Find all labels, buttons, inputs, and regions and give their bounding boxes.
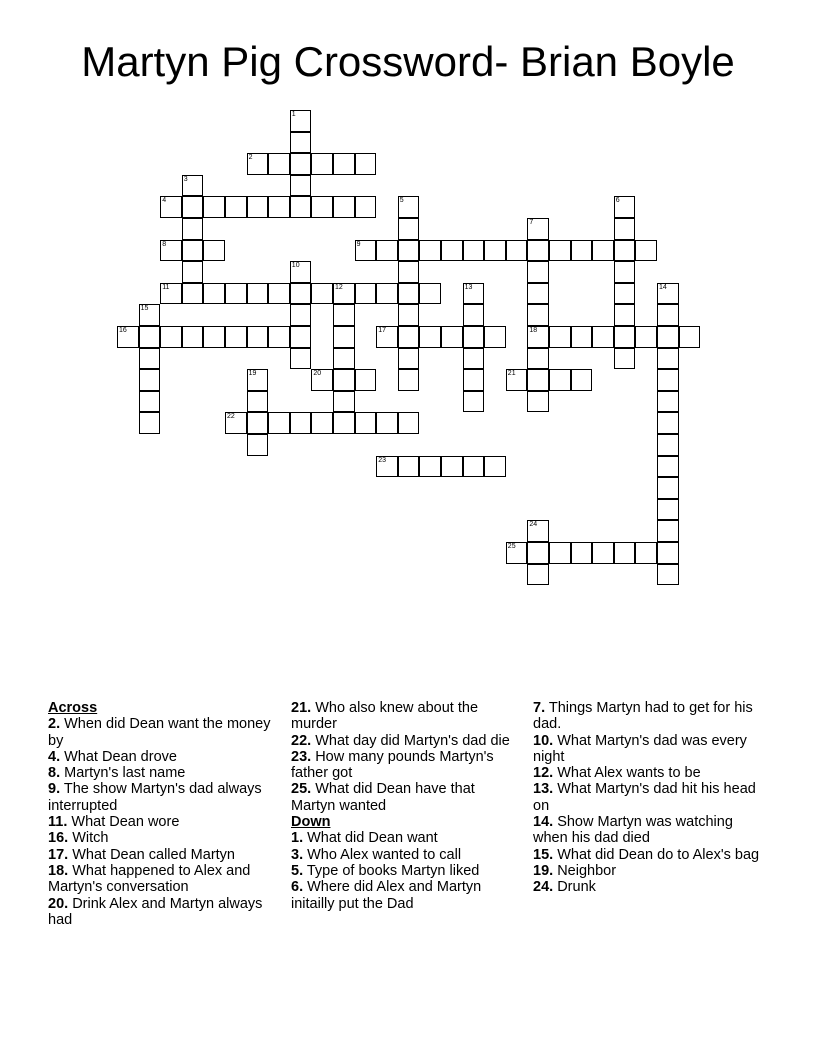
across-clue-list-continued [291,700,523,814]
grid-cell[interactable] [355,283,377,305]
clue-item [533,765,765,781]
grid-cell[interactable] [527,304,549,326]
grid-cell[interactable] [441,456,463,478]
grid-cell[interactable] [247,434,269,456]
grid-cell[interactable] [333,304,355,326]
clue-text: Show Martyn was watching when his dad died [533,814,733,847]
clue-number: 8. [48,765,61,782]
grid-cell[interactable] [376,240,398,262]
clue-number: 25. [291,781,312,798]
clue-text: Where did Alex and Martyn initailly put the Dad [291,879,482,912]
grid-cell[interactable] [311,196,333,218]
grid-cell[interactable] [484,240,506,262]
grid-cell[interactable] [571,240,593,262]
grid-cell[interactable] [527,391,549,413]
grid-cell[interactable] [419,283,441,305]
clue-text: Type of books Martyn liked [303,862,480,879]
grid-cell[interactable] [441,326,463,348]
grid-cell[interactable] [527,240,549,262]
clue-item [533,879,765,895]
grid-cell[interactable] [203,196,225,218]
grid-cell[interactable] [355,412,377,434]
grid-cell[interactable] [657,369,679,391]
grid-cell[interactable] [182,283,204,305]
grid-cell[interactable] [484,326,506,348]
clue-item [533,847,765,863]
clue-number-label: 16 [119,327,127,334]
clue-item [533,781,765,814]
clue-item [48,863,280,896]
clue-text: What Dean drove [60,748,177,765]
clue-number-label: 22 [227,413,235,421]
grid-cell[interactable] [203,283,225,305]
clue-number: 5. [291,862,304,879]
clue-text: What did Dean want [303,830,438,847]
grid-cell[interactable] [225,283,247,305]
grid-cell[interactable] [203,326,225,348]
grid-cell[interactable] [225,326,247,348]
grid-cell[interactable] [333,196,355,218]
clue-item [533,700,765,733]
grid-cell[interactable] [355,369,377,391]
grid-cell[interactable] [549,240,571,262]
clue-item [291,830,523,846]
grid-cell[interactable] [139,369,161,391]
grid-cell[interactable] [463,326,485,348]
grid-cell[interactable] [290,175,312,197]
grid-cell[interactable] [657,520,679,542]
clues-column-3 [533,700,765,896]
grid-cell[interactable] [506,240,528,262]
grid-cell[interactable] [527,261,549,283]
grid-cell[interactable] [657,326,679,348]
down-heading: Down [291,814,331,831]
clue-number: 7. [533,700,546,716]
clue-number: 13. [533,781,554,798]
clue-item [291,733,523,749]
grid-cell[interactable] [398,326,420,348]
grid-cell[interactable] [355,153,377,175]
grid-cell[interactable] [182,240,204,262]
clue-item [48,847,280,863]
clue-number-label: 3 [183,175,188,183]
grid-cell[interactable] [635,326,657,348]
clue-item [291,700,523,733]
grid-cell[interactable] [571,326,593,348]
clue-number-label: 24 [529,521,538,529]
grid-cell[interactable] [203,240,225,262]
grid-cell[interactable] [592,240,614,262]
clues-column-1 [48,700,280,928]
grid-cell[interactable] [376,412,398,434]
grid-cell[interactable] [182,261,204,283]
clue-item [291,863,523,879]
clue-number-label: 23 [378,456,386,464]
grid-cell[interactable] [376,283,398,305]
grid-cell[interactable] [268,412,290,434]
clue-number: 6. [291,879,304,896]
grid-cell[interactable] [592,326,614,348]
grid-cell[interactable] [549,369,571,391]
clues-column-2 [291,700,523,912]
clue-number: 9. [48,781,61,798]
grid-cell[interactable] [679,326,701,348]
down-clue-list-continued [533,700,765,896]
grid-cell[interactable] [614,283,636,305]
clue-number: 14. [533,814,554,831]
clue-number-label: 5 [399,197,404,205]
grid-cell[interactable] [182,196,204,218]
across-clue-list [48,716,280,928]
grid-cell[interactable] [527,564,549,586]
clue-text: What Martyn's dad hit his head on [533,781,756,814]
grid-cell[interactable] [355,196,377,218]
clue-text: What did Dean do to Alex's bag [553,846,760,863]
clue-number-label: 1 [291,111,296,118]
grid-cell[interactable] [247,412,269,434]
clue-number-label: 25 [507,543,516,550]
clue-number-label: 18 [529,327,538,334]
clue-item [291,879,523,912]
clue-number: 24. [533,879,554,896]
clue-number: 16. [48,830,69,847]
grid-cell[interactable] [160,326,182,348]
grid-cell[interactable] [268,196,290,218]
clue-text: How many pounds Martyn's father got [291,748,494,782]
clue-text: What day did Martyn's dad die [311,732,510,749]
grid-cell[interactable] [398,304,420,326]
clue-number-label: 13 [464,283,473,291]
grid-cell[interactable] [268,283,290,305]
clue-number-label: 20 [313,370,322,378]
grid-cell[interactable] [614,326,636,348]
grid-cell[interactable] [463,391,485,413]
clue-number-label: 10 [291,262,300,270]
grid-cell[interactable] [614,261,636,283]
clue-text: Who Alex wanted to call [303,846,462,863]
grid-cell[interactable] [398,240,420,262]
clue-text: Things Martyn had to get for his dad. [533,700,753,733]
clue-number-label: 9 [356,240,361,248]
grid-cell[interactable] [614,218,636,240]
clue-text: Drunk [553,879,596,896]
clue-text: What did Dean have that Martyn wanted [291,781,475,814]
clue-item [48,814,280,830]
clue-item [533,733,765,766]
grid-cell[interactable] [657,477,679,499]
clue-number: 18. [48,862,69,879]
clue-number: 4. [48,748,61,765]
grid-cell[interactable] [657,348,679,370]
clue-item [48,830,280,846]
grid-cell[interactable] [290,412,312,434]
grid-cell[interactable] [290,153,312,175]
clue-text: Martyn's last name [60,765,186,782]
grid-cell[interactable] [657,499,679,521]
grid-cell[interactable] [657,434,679,456]
grid-cell[interactable] [463,348,485,370]
clue-number: 10. [533,732,554,749]
clue-item [48,716,280,749]
grid-cell[interactable] [571,369,593,391]
grid-cell[interactable] [290,196,312,218]
grid-cell[interactable] [398,456,420,478]
grid-cell[interactable] [419,326,441,348]
page-title: Martyn Pig Crossword- Brian Boyle [81,38,735,85]
grid-cell[interactable] [657,412,679,434]
grid-cell[interactable] [463,369,485,391]
grid-cell[interactable] [311,412,333,434]
grid-cell[interactable] [614,240,636,262]
clue-text: The show Martyn's dad always interrupted [48,781,262,814]
grid-cell[interactable] [333,326,355,348]
clue-number-label: 17 [378,327,386,334]
clue-text: Who also knew about the murder [291,700,479,733]
clue-number-label: 19 [248,370,257,378]
clue-item [533,814,765,847]
clue-number-label: 8 [162,240,167,248]
grid-cell[interactable] [398,261,420,283]
clue-text: Neighbor [553,862,617,879]
grid-cell[interactable] [463,304,485,326]
grid-cell[interactable] [592,542,614,564]
grid-cell[interactable] [290,304,312,326]
grid-cell[interactable] [268,153,290,175]
clue-text: What Dean called Martyn [68,846,235,863]
clue-number-label: 2 [248,154,253,162]
grid-cell[interactable] [139,412,161,434]
clue-number: 3. [291,846,304,863]
clue-item [291,749,523,782]
clue-text: What Dean wore [67,814,180,831]
clue-item [291,847,523,863]
grid-cell[interactable] [635,240,657,262]
clue-number: 21. [291,700,312,716]
clue-text: What happened to Alex and Martyn's conversation [48,862,251,896]
grid-cell[interactable] [247,283,269,305]
clue-number-label: 11 [162,283,170,291]
grid-cell[interactable] [268,326,290,348]
grid-cell[interactable] [398,283,420,305]
grid-cell[interactable] [333,412,355,434]
grid-cell[interactable] [419,240,441,262]
grid-cell[interactable] [571,542,593,564]
clue-text: What Martyn's dad was every night [533,732,747,765]
clue-number: 11. [48,814,68,831]
grid-cell[interactable] [398,218,420,240]
grid-cell[interactable] [139,348,161,370]
grid-cell[interactable] [139,391,161,413]
clue-item [48,765,280,781]
grid-cell[interactable] [290,132,312,154]
grid-cell[interactable] [247,326,269,348]
grid-cell[interactable] [527,348,549,370]
clue-item [48,781,280,814]
clue-number: 23. [291,748,312,765]
grid-cell[interactable] [657,391,679,413]
clue-text: What Alex wants to be [553,765,701,782]
clue-number: 22. [291,732,312,749]
grid-cell[interactable] [527,369,549,391]
grid-cell[interactable] [182,326,204,348]
clue-item [48,749,280,765]
grid-cell[interactable] [614,542,636,564]
grid-cell[interactable] [333,348,355,370]
grid-cell[interactable] [225,196,247,218]
grid-cell[interactable] [463,240,485,262]
grid-cell[interactable] [247,196,269,218]
clue-text: Drink Alex and Martyn always had [48,895,263,928]
clue-text: Witch [68,830,109,847]
grid-cell[interactable] [463,456,485,478]
grid-cell[interactable] [311,153,333,175]
grid-cell[interactable] [182,218,204,240]
across-heading: Across [48,700,98,716]
grid-cell[interactable] [614,304,636,326]
grid-cell[interactable] [139,326,161,348]
grid-cell[interactable] [290,283,312,305]
grid-cell[interactable] [527,283,549,305]
grid-cell[interactable] [333,153,355,175]
grid-cell[interactable] [311,283,333,305]
clue-number-label: 14 [659,283,667,291]
grid-cell[interactable] [614,348,636,370]
grid-cell[interactable] [247,391,269,413]
grid-cell[interactable] [398,412,420,434]
grid-cell[interactable] [549,326,571,348]
clue-number: 20. [48,895,69,912]
grid-cell[interactable] [333,391,355,413]
clue-number-label: 21 [507,370,516,378]
grid-cell[interactable] [441,240,463,262]
clue-number-label: 7 [529,219,534,226]
clue-number: 19. [533,862,554,879]
clue-item [533,863,765,879]
clue-item [48,896,280,929]
grid-cell[interactable] [333,369,355,391]
clue-text: When did Dean want the money by [48,716,271,749]
grid-cell[interactable] [635,542,657,564]
clue-number: 2. [48,716,61,733]
clue-number: 17. [48,846,69,863]
grid-cell[interactable] [527,542,549,564]
clue-number: 15. [533,846,554,863]
clue-number: 1. [291,830,304,847]
grid-cell[interactable] [549,542,571,564]
clue-number: 12. [533,765,554,782]
clue-number-label: 4 [162,197,167,205]
clue-number-label: 12 [335,283,343,291]
grid-cell[interactable] [290,326,312,348]
grid-cell[interactable] [657,456,679,478]
grid-cell[interactable] [657,304,679,326]
clue-number-label: 15 [140,305,149,313]
grid-cell[interactable] [419,456,441,478]
grid-cell[interactable] [657,542,679,564]
grid-cell[interactable] [484,456,506,478]
down-clue-list [291,830,523,911]
clue-number-label: 6 [615,197,620,205]
grid-cell[interactable] [398,348,420,370]
grid-cell[interactable] [657,564,679,586]
clue-item [291,781,523,814]
grid-cell[interactable] [398,369,420,391]
grid-cell[interactable] [290,348,312,370]
